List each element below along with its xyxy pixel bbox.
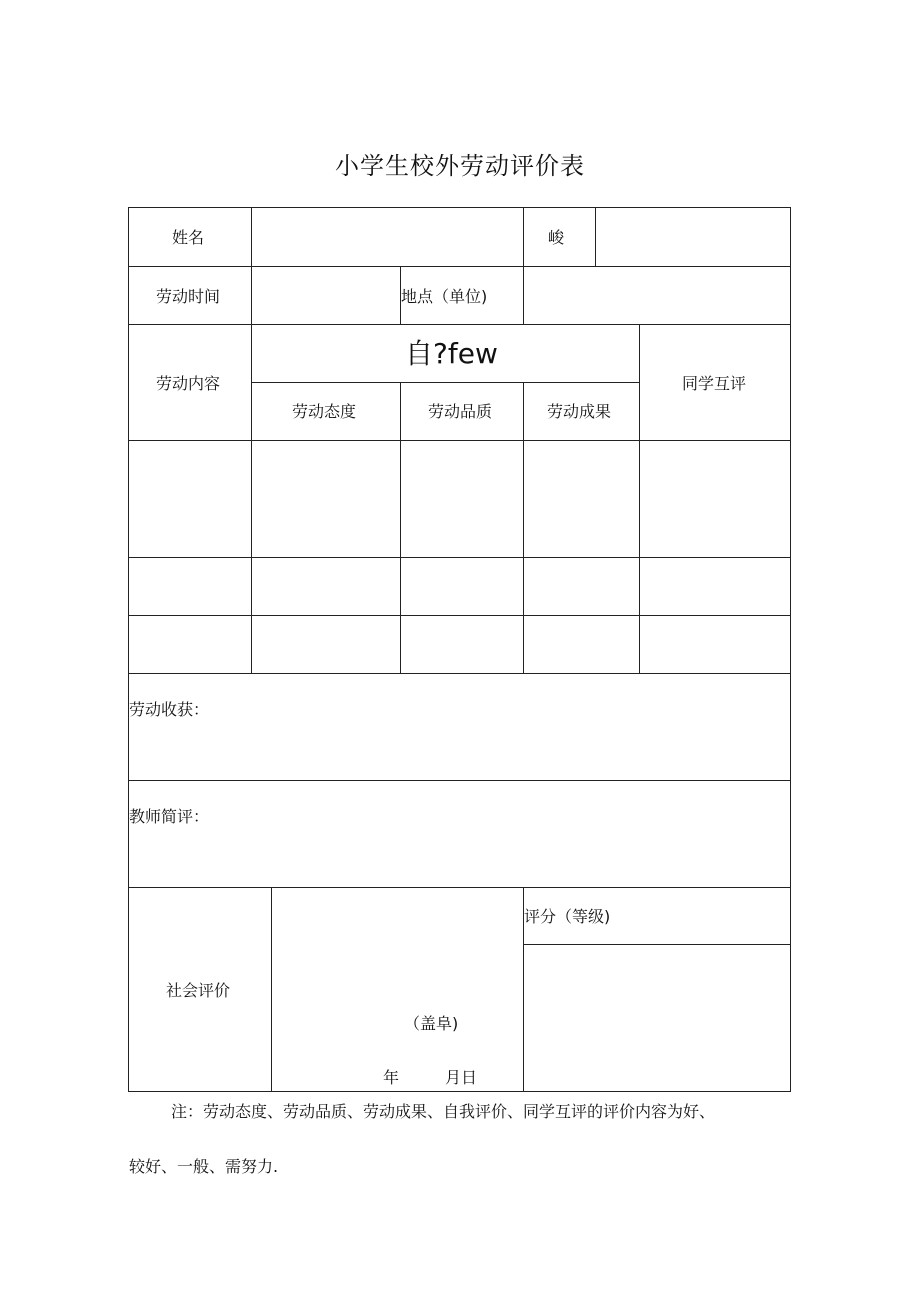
row-divider bbox=[128, 324, 791, 325]
score-label: 评分（等级) bbox=[524, 907, 611, 926]
col-divider bbox=[251, 207, 252, 673]
row-divider bbox=[128, 673, 791, 674]
row-divider bbox=[128, 615, 791, 616]
row-divider bbox=[251, 382, 640, 383]
row-divider bbox=[523, 944, 791, 945]
form-border-bottom bbox=[128, 1091, 791, 1092]
result-label: 劳动成果 bbox=[547, 402, 612, 421]
time-label: 劳动时间 bbox=[156, 287, 221, 306]
row-divider bbox=[128, 780, 791, 781]
col-divider bbox=[400, 382, 401, 673]
peer-eval-label: 同学互评 bbox=[682, 374, 747, 393]
attitude-label: 劳动态度 bbox=[292, 402, 357, 421]
month-day-label: 月日 bbox=[445, 1068, 478, 1087]
row-divider bbox=[128, 557, 791, 558]
row-divider bbox=[128, 887, 791, 888]
col-divider bbox=[271, 887, 272, 1092]
seal-label: （盖阜) bbox=[404, 1014, 459, 1033]
col-divider bbox=[595, 207, 596, 266]
harvest-label: 劳动收获： bbox=[129, 700, 210, 719]
footnote-line-1: 注：劳动态度、劳动品质、劳动成果、自我评价、同学互评的评价内容为好、 bbox=[171, 1102, 716, 1121]
page-title: 小学生校外劳动评价表 bbox=[335, 152, 585, 180]
form-border-top bbox=[128, 207, 791, 208]
col-divider bbox=[523, 207, 524, 325]
class-label: 峻 bbox=[548, 228, 565, 247]
social-eval-label: 社会评价 bbox=[166, 981, 231, 1000]
place-label: 地点（单位) bbox=[401, 287, 488, 306]
row-divider bbox=[128, 440, 791, 441]
row-divider bbox=[128, 266, 791, 267]
self-eval-label: 自?few bbox=[405, 337, 498, 370]
form-border-right bbox=[790, 207, 791, 1092]
teacher-comment-label: 教师简评： bbox=[129, 807, 210, 826]
quality-label: 劳动品质 bbox=[428, 402, 493, 421]
footnote-line-2: 较好、一般、需努力. bbox=[129, 1157, 279, 1176]
col-divider bbox=[523, 382, 524, 673]
form-border-left bbox=[128, 207, 129, 1092]
content-label: 劳动内容 bbox=[156, 374, 221, 393]
year-label: 年 bbox=[383, 1068, 400, 1087]
name-label: 姓名 bbox=[172, 228, 205, 247]
col-divider bbox=[639, 324, 640, 673]
